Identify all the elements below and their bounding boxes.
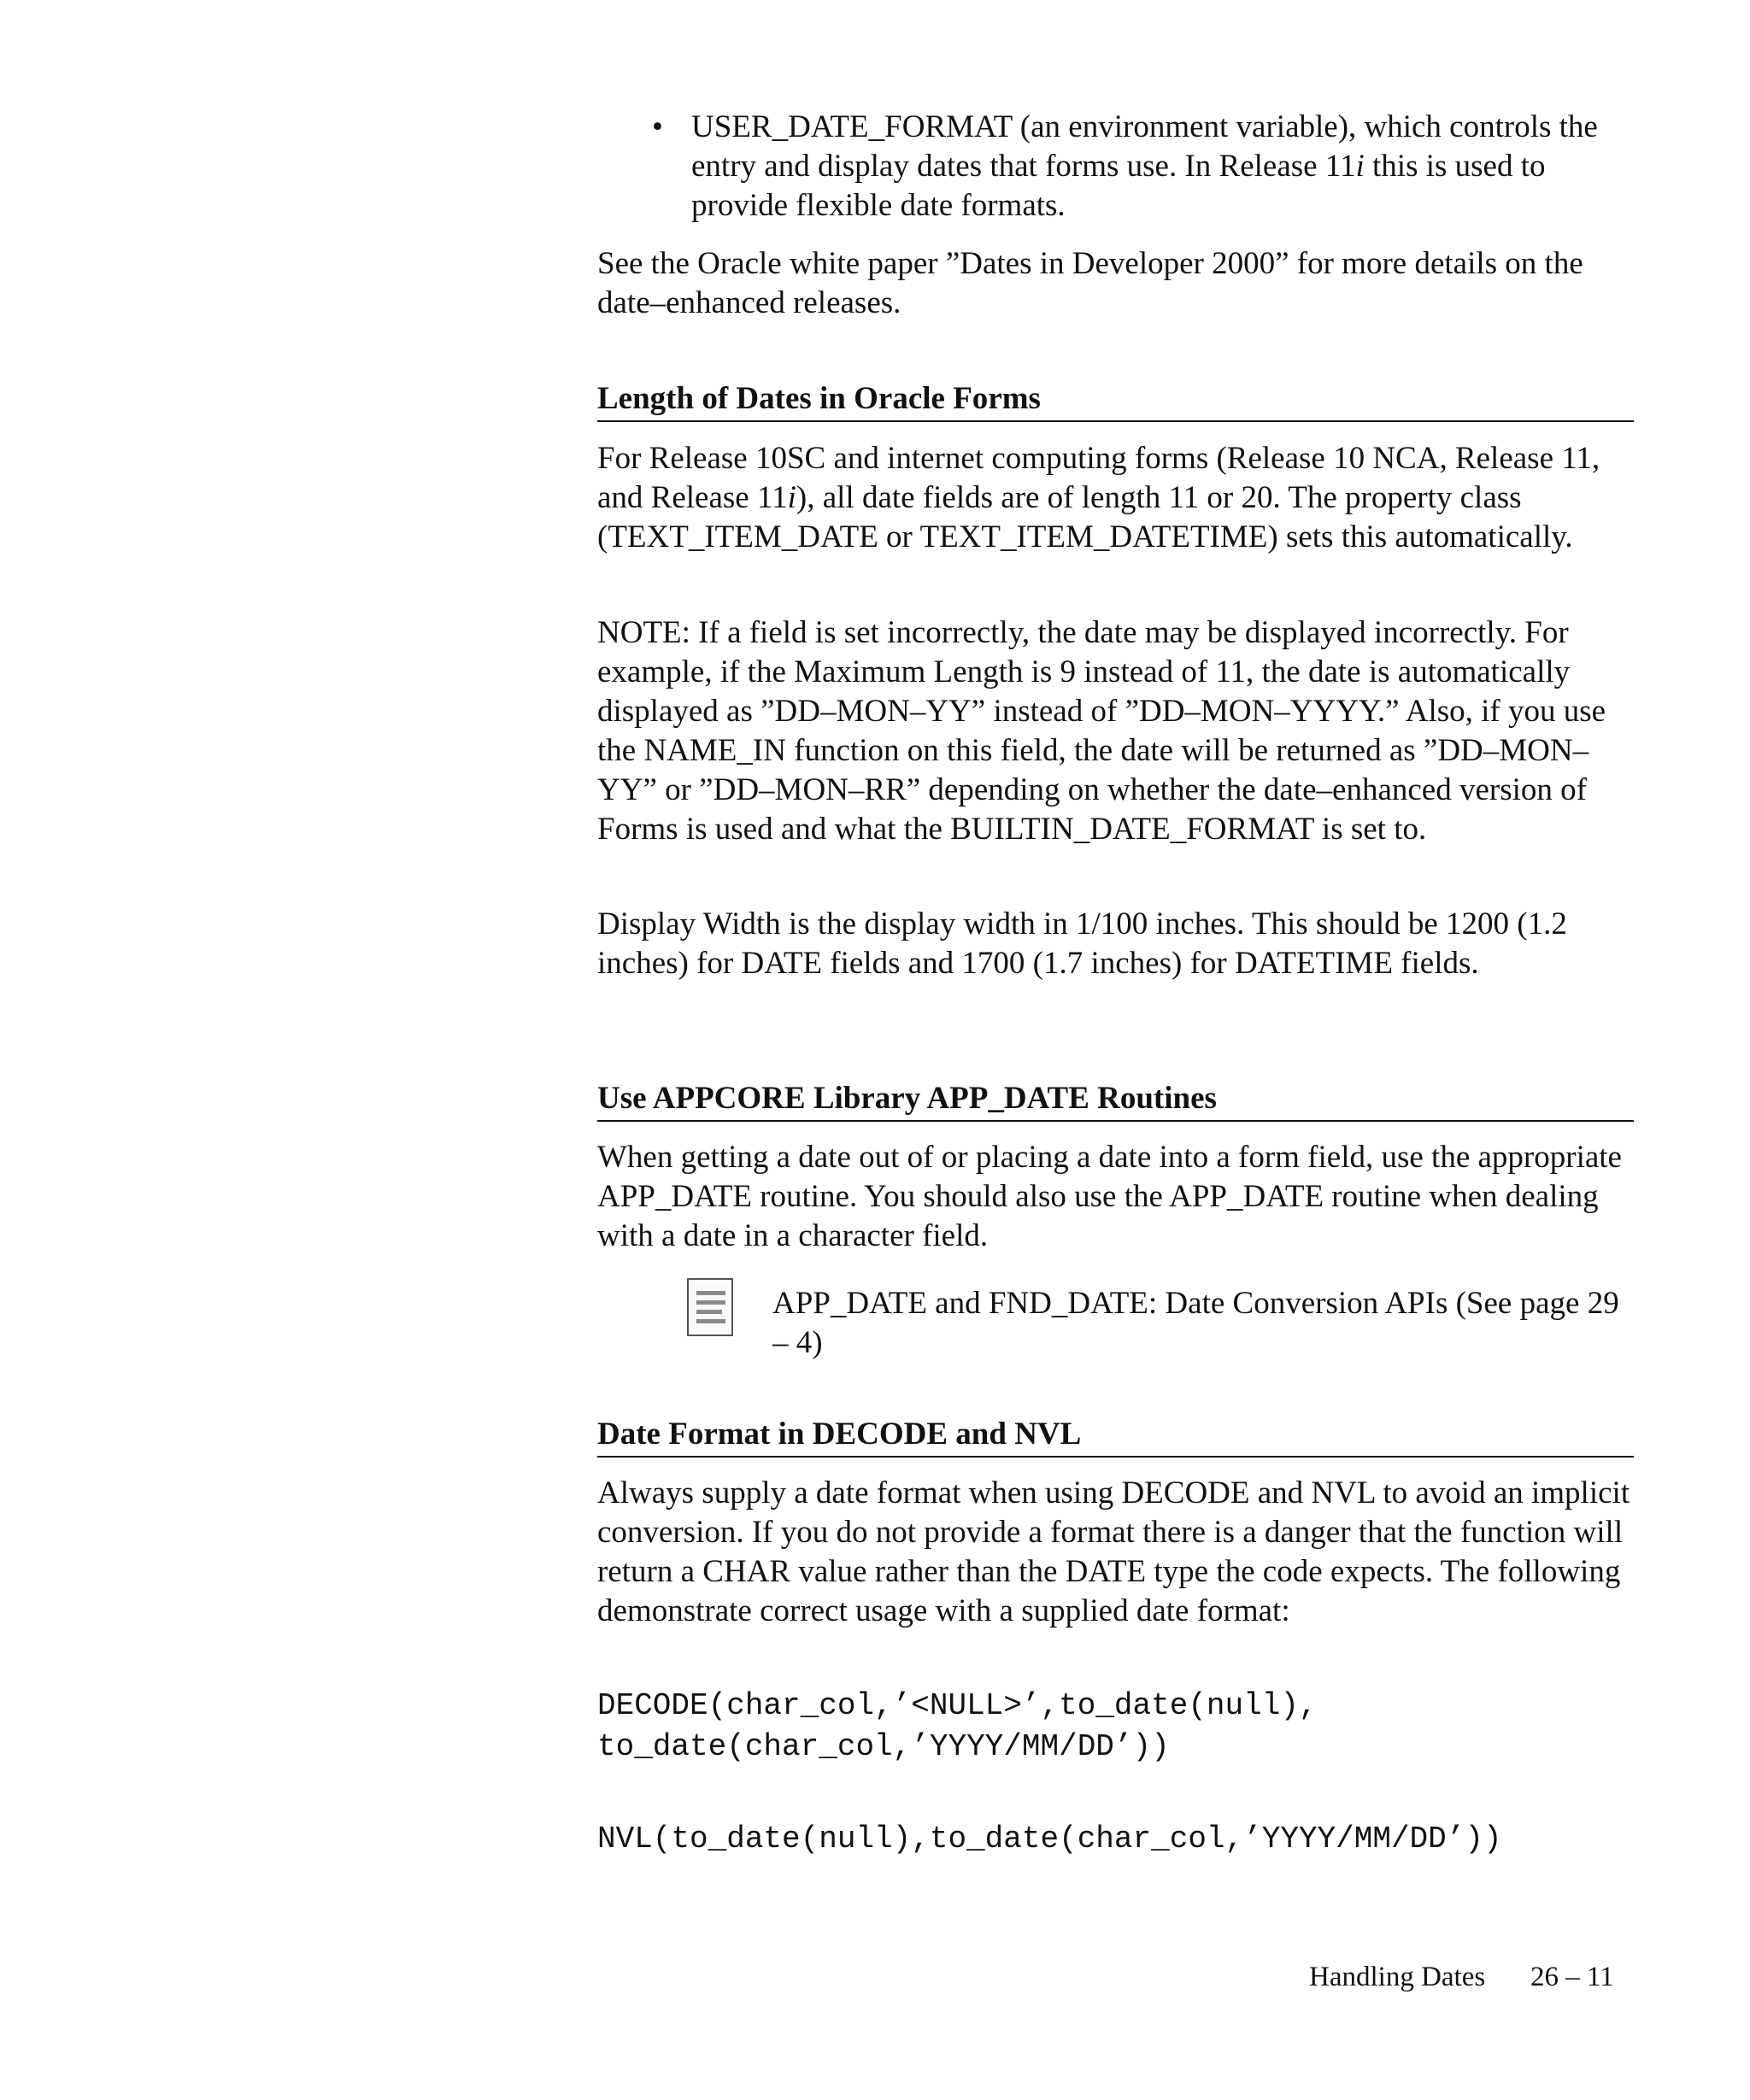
bullet-text: USER_DATE_FORMAT (an environment variable), which controls the entry and display dates that forms use. In Release 11i this is used to provide flexible date formats. <box>691 109 1598 223</box>
decode-paragraph: Always supply a date format when using DECODE and NVL to avoid an implicit conversion. If you do not provide a format there is a danger that the function will return a CHAR value rather than the DATE type the code expects. The following demonstrate correct usage with a supplied date format: <box>597 1475 1630 1628</box>
length-paragraph-note: NOTE: If a field is set incorrectly, the date may be displayed incorrectly. For example, if the Maximum Length is 9 instead of 11, the date is automatically displayed as ”DD–MON–YY” instead of ”DD–MON–YYYY.” Also, if you use the NAME_IN function on this field, the date will be returned as ”DD–MON–YY” or ”DD–MON–RR” depending on whether the date–enhanced version of Forms is used and what the BUILTIN_DATE_FORMAT is set to. <box>597 615 1606 847</box>
appcore-paragraph: When getting a date out of or placing a date into a form field, use the appropriate APP_DATE routine. You should also use the APP_DATE routine when dealing with a date in a character field. <box>597 1140 1622 1253</box>
length-paragraph-1: For Release 10SC and internet computing forms (Release 10 NCA, Release 11, and Release 11i), all date fields are of length 11 or 20. The property class (TEXT_ITEM_DATE or TEXT_ITEM_DATETIME) sets this automatically. <box>597 441 1600 554</box>
footer-page-number: 26 – 11 <box>1530 1962 1614 1992</box>
code-sample-nvl: NVL(to_date(null),to_date(char_col,’YYYY/MM/DD’)) <box>597 1821 1502 1857</box>
section-heading-decode: Date Format in DECODE and NVL <box>597 1415 1634 1458</box>
document-icon <box>687 1278 733 1336</box>
bullet-marker: • <box>652 109 663 144</box>
bullet-item <box>652 108 1635 226</box>
intro-paragraph: See the Oracle white paper ”Dates in Developer 2000” for more details on the date–enhanced releases. <box>597 246 1583 320</box>
cross-reference-link[interactable]: APP_DATE and FND_DATE: Date Conversion APIs (See page 29 – 4) <box>772 1286 1619 1360</box>
length-paragraph-display-width: Display Width is the display width in 1/100 inches. This should be 1200 (1.2 inches) for DATE fields and 1700 (1.7 inches) for DATETIME fields. <box>597 906 1567 981</box>
section-heading-length: Length of Dates in Oracle Forms <box>597 379 1634 422</box>
footer-chapter-title: Handling Dates <box>1309 1962 1486 1992</box>
code-sample-decode: DECODE(char_col,’<NULL>’,to_date(null), to_date(char_col,’YYYY/MM/DD’)) <box>597 1688 1318 1764</box>
section-heading-appcore: Use APPCORE Library APP_DATE Routines <box>597 1079 1634 1122</box>
